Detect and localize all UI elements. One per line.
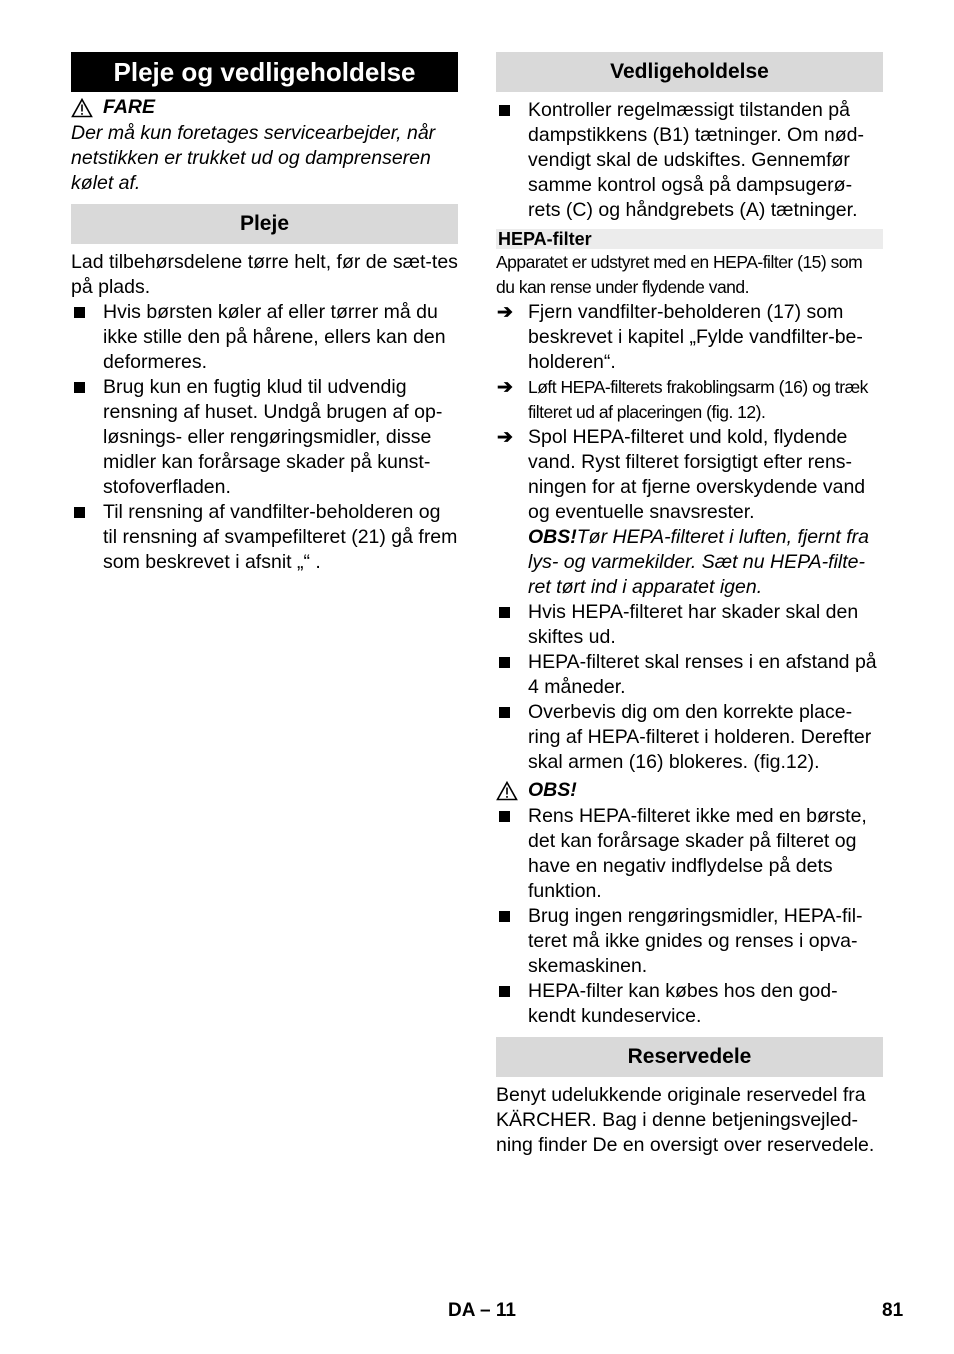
warning-triangle-icon [496, 781, 518, 801]
danger-label: FARE [103, 96, 156, 118]
care-intro: Lad tilbehørsdelene tørre helt, før de sæt-tes på plads. [71, 251, 458, 298]
hepa-note [528, 525, 883, 600]
list-item [496, 804, 883, 904]
arrow-right-icon: ➔ [497, 427, 513, 448]
list-item-text: Hvis børsten køler af eller tørrer må du ikke stille den på hårene, ellers kan den deformeres. [103, 301, 446, 373]
right-column [496, 52, 883, 1158]
square-bullet-icon [499, 105, 510, 116]
step-text: Spol HEPA-filteret und kold, flydende vand. Ryst filteret forsigtigt efter rens-ningen for at fjerne overskydende vand og eventuelle snavsrester. [528, 426, 866, 523]
list-item-text: Til rensning af vandfilter-beholderen og til rensning af svampefilteret (21) gå frem som beskrevet i afsnit „“ . [103, 501, 458, 573]
square-bullet-icon [499, 707, 510, 718]
list-item [496, 650, 883, 700]
list-item [71, 300, 458, 375]
page-label: DA – 11 [448, 1300, 516, 1321]
square-bullet-icon [74, 507, 85, 518]
list-item-text: HEPA-filteret skal renses i en afstand på 4 måneder. [528, 651, 877, 698]
caution-label: OBS! [528, 779, 577, 801]
list-item-text: Overbevis dig om den korrekte place-ring af HEPA-filteret i holderen. Derefter skal armen (16) blokeres. (fig.12). [528, 701, 872, 773]
left-column [71, 52, 458, 575]
list-item [496, 700, 883, 775]
page-title: Pleje og vedligeholdelse [71, 52, 458, 92]
square-bullet-icon [74, 307, 85, 318]
list-item [496, 979, 883, 1029]
list-item-text: Rens HEPA-filteret ikke med en børste, det kan forårsage skader på filteret og have en negativ indflydelse på dets funktion. [528, 805, 867, 902]
caution-list [496, 804, 883, 1029]
step-item [496, 300, 883, 375]
step-text: Løft HEPA-filterets frakoblingsarm (16) og træk filteret ud af placeringen (fig. 12). [528, 377, 868, 422]
maintenance-heading: Vedligeholdelse [496, 52, 883, 92]
list-item-text: Brug ingen rengøringsmidler, HEPA-fil-teret må ikke gnides og renses i opva-skemaskinen. [528, 905, 863, 977]
hepa-filter-heading: HEPA-filter [496, 229, 883, 249]
hepa-note-text: Tør HEPA-filteret i luften, fjernt fra lys- og varmekilder. Sæt nu HEPA-filte-ret tørt ind i apparatet igen. [528, 526, 869, 598]
list-item [496, 98, 883, 223]
care-heading: Pleje [71, 204, 458, 244]
hepa-steps [496, 300, 883, 600]
step-item [496, 425, 883, 600]
care-list [71, 300, 458, 575]
list-item [71, 375, 458, 500]
square-bullet-icon [499, 657, 510, 668]
hepa-list [496, 600, 883, 775]
list-item-text: Brug kun en fugtig klud til udvendig rensning af huset. Undgå brugen af op-løsnings- eller rengøringsmidler, disse midler kan forårsage skader på kunst-stofoverfladen. [103, 376, 443, 498]
list-item [496, 904, 883, 979]
square-bullet-icon [74, 382, 85, 393]
danger-text: Der må kun foretages servicearbejder, når netstikken er trukket ud og damprenseren kølet af. [71, 122, 436, 194]
hepa-note-label: OBS! [528, 526, 577, 548]
square-bullet-icon [499, 607, 510, 618]
list-item-text: HEPA-filter kan købes hos den god-kendt kundeservice. [528, 980, 838, 1027]
spare-parts-text: Benyt udelukkende originale reservedel fra KÄRCHER. Bag i denne betjeningsvejled-ning finder De en oversigt over reservedele. [496, 1084, 875, 1156]
list-item [71, 500, 458, 575]
square-bullet-icon [499, 986, 510, 997]
list-item-text: Hvis HEPA-filteret har skader skal den skiftes ud. [528, 601, 859, 648]
square-bullet-icon [499, 811, 510, 822]
step-text: Fjern vandfilter-beholderen (17) som beskrevet i kapitel „Fylde vandfilter-be-holderen“. [528, 301, 863, 373]
list-item [496, 600, 883, 650]
step-item [496, 375, 883, 425]
warning-triangle-icon [71, 98, 93, 118]
hepa-intro: Apparatet er udstyret med en HEPA-filter (15) som du kan rense under flydende vand. [496, 252, 863, 297]
square-bullet-icon [499, 911, 510, 922]
maintenance-list [496, 98, 883, 223]
arrow-right-icon: ➔ [497, 377, 513, 398]
page-number: 81 [882, 1300, 904, 1321]
spare-parts-heading: Reservedele [496, 1037, 883, 1077]
caution-heading [496, 777, 883, 804]
list-item-text: Kontroller regelmæssigt tilstanden på dampstikkens (B1) tætninger. Om nød-vendigt skal de udskiftes. Gennemfør samme kontrol også på dampsugerø-rets (C) og håndgrebets (A) tætninger. [528, 99, 864, 221]
danger-warning-heading [71, 94, 458, 121]
arrow-right-icon: ➔ [497, 302, 513, 323]
